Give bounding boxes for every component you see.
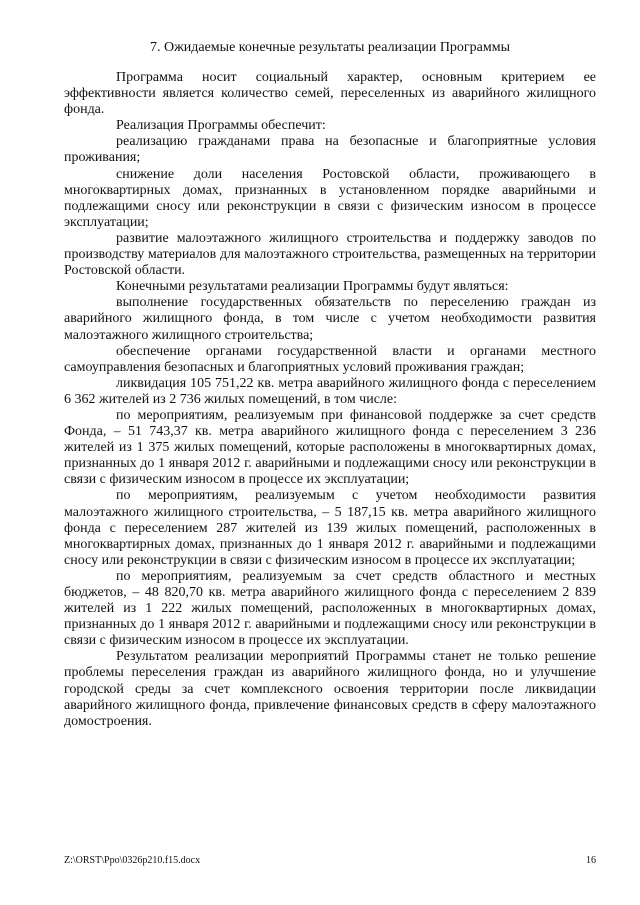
paragraph: по мероприятиям, реализуемым за счет средств областного и местных бюджетов, – 48 820,70 кв. метра аварийного жилищного фонда с переселением 2 839 жителей из 1 222 жилых помещений, расположенных в многоквартирных домах, признанных до 1 января 2012 г. аварийными и подлежащими сносу или реконструкции в связи с физическим износом в процессе их эксплуатации. (64, 568, 596, 649)
paragraph: развитие малоэтажного жилищного строительства и поддержку заводов по производству материалов для малоэтажного строительства, размещенных на территории Ростовской области. (64, 230, 596, 279)
paragraph: Конечными результатами реализации Программы будут являться: (116, 279, 509, 295)
paragraph: снижение доли населения Ростовской области, проживающего в многоквартирных домах, признанных в установленном порядке аварийными и подлежащими сносу или реконструкции в связи с физическим износом в процессе эксплуатации; (64, 166, 596, 230)
paragraph: выполнение государственных обязательств по переселению граждан из аварийного жилищного фонда, в том числе с учетом необходимости развития малоэтажного жилищного строительства; (64, 295, 596, 343)
paragraph: Программа носит социальный характер, основным критерием ее эффективности является количество семей, переселенных из аварийного жилищного фонда. (64, 70, 596, 118)
page-number: 16 (586, 855, 596, 866)
section-title: 7. Ожидаемые конечные результаты реализации Программы (149, 40, 511, 55)
paragraph: Результатом реализации мероприятий Программы станет не только решение проблемы переселения граждан из аварийного жилищного фонда, но и улучшение городской среды за счет комплексного освоения территории после ликвидации аварийного жилищного фонда, привлечение финансовых средств в сферу малоэтажного домостроения. (64, 649, 596, 729)
paragraph: Реализация Программы обеспечит: (116, 118, 326, 134)
paragraph: по мероприятиям, реализуемым при финансовой поддержке за счет средств Фонда, – 51 743,37 кв. метра аварийного жилищного фонда с переселением 3 236 жителей из 1 375 жилых помещений, которые расположены в многоквартирных домах, признанных до 1 января 2012 г. аварийными и подлежащими сносу или реконструкции в связи с физическим износом в процессе их эксплуатации; (64, 407, 596, 488)
paragraph: по мероприятиям, реализуемым с учетом необходимости развития малоэтажного жилищного строительства, – 5 187,15 кв. метра аварийного жилищного фонда с переселением 287 жителей из 139 жилых помещений, расположенных в многоквартирных домах, признанных до 1 января 2012 г. аварийными и подлежащими сносу или реконструкции в связи с физическим износом в процессе их эксплуатации; (64, 488, 596, 568)
paragraph: обеспечение органами государственной власти и органами местного самоуправления безопасных и благоприятных условий проживания граждан; (64, 343, 596, 375)
body-text (64, 70, 596, 730)
footer-file-path: Z:\ORST\Ppo\0326p210.f15.docx (64, 855, 201, 866)
paragraph: ликвидация 105 751,22 кв. метра аварийного жилищного фонда с переселением 6 362 жителей из 2 736 жилых помещений, в том числе: (64, 375, 596, 407)
paragraph: реализацию гражданами права на безопасные и благоприятные условия проживания; (64, 134, 596, 166)
